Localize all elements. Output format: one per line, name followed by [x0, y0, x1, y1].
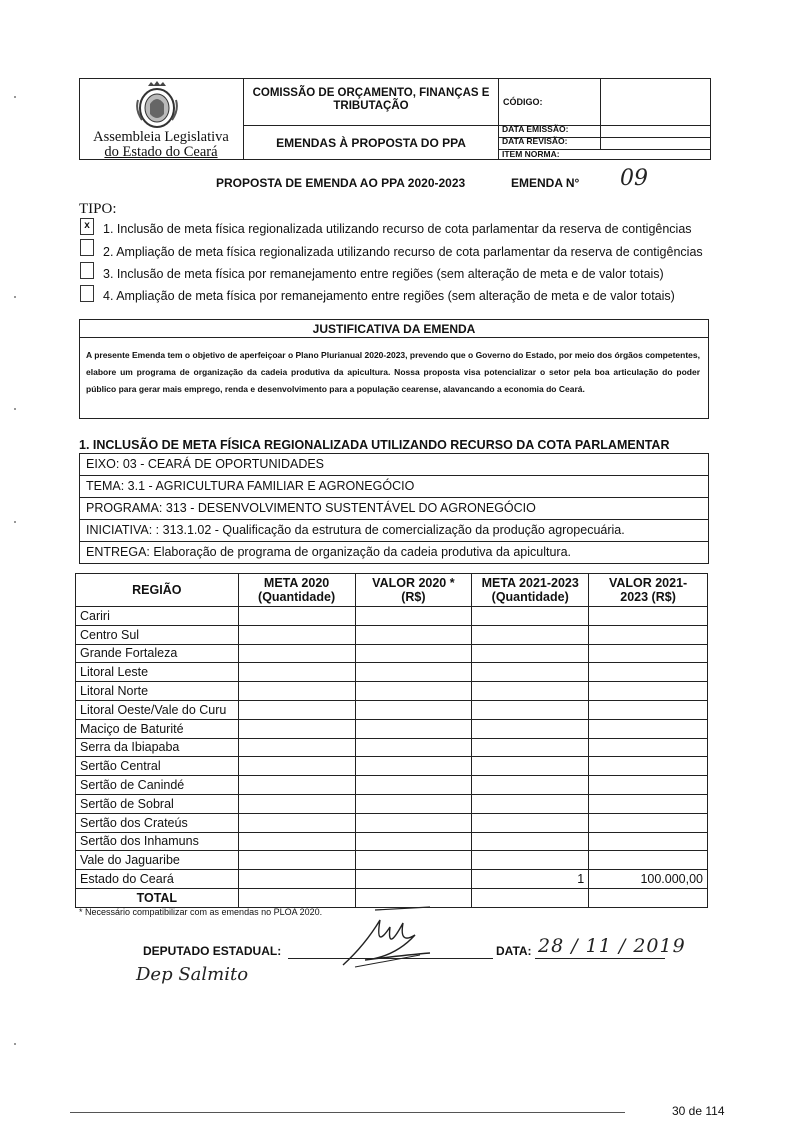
item-norma-label: ITEM NORMA:	[502, 149, 560, 159]
justificativa-box	[79, 319, 709, 419]
valor-2021-2023-cell	[589, 625, 708, 644]
meta-2020-cell	[238, 870, 355, 889]
region-cell: Sertão Central	[76, 757, 239, 776]
tipo-checkbox-2[interactable]	[80, 239, 94, 256]
proposta-title: PROPOSTA DE EMENDA AO PPA 2020-2023	[216, 176, 466, 190]
meta-2021-2023-cell	[472, 738, 589, 757]
valor-2020-cell	[355, 700, 472, 719]
col-meta-2021-2023: META 2021-2023 (Quantidade)	[472, 574, 589, 607]
program-info-box	[79, 453, 709, 564]
table-row	[76, 625, 708, 644]
table-row	[76, 700, 708, 719]
meta-2021-2023-cell	[472, 794, 589, 813]
meta-2021-2023-cell	[472, 644, 589, 663]
region-cell: Serra da Ibiapaba	[76, 738, 239, 757]
col-regiao: REGIÃO	[76, 574, 239, 607]
programa-row: PROGRAMA: 313 - DESENVOLVIMENTO SUSTENTÁVEL DO AGRONEGÓCIO	[80, 498, 708, 520]
meta-2020-cell	[238, 757, 355, 776]
tipo-checkbox-1[interactable]: x	[80, 218, 94, 235]
table-row	[76, 794, 708, 813]
meta-2021-2023-cell	[472, 719, 589, 738]
meta-2021-2023-cell	[472, 682, 589, 701]
valor-2020-cell	[355, 832, 472, 851]
valor-2020-cell	[355, 644, 472, 663]
eixo-row: EIXO: 03 - CEARÁ DE OPORTUNIDADES	[80, 454, 708, 476]
tipo-option-2: 2. Ampliação de meta física regionalizada utilizando recurso de cota parlamentar da reserva de contigências	[103, 245, 703, 259]
deputado-label: DEPUTADO ESTADUAL:	[143, 944, 282, 958]
emenda-number-label: EMENDA N°	[511, 176, 580, 190]
page-number: 30 de 114	[672, 1104, 725, 1118]
entrega-row: ENTREGA: Elaboração de programa de organização da cadeia produtiva da apicultura.	[86, 545, 572, 559]
valor-2021-2023-cell	[589, 663, 708, 682]
meta-2020-cell	[238, 663, 355, 682]
meta-2021-2023-cell	[472, 607, 589, 626]
table-row	[76, 757, 708, 776]
region-cell: Estado do Ceará	[76, 870, 239, 889]
meta-2020-cell	[238, 776, 355, 795]
table-row	[76, 644, 708, 663]
meta-2020-cell	[238, 607, 355, 626]
codigo-label: CÓDIGO:	[503, 97, 543, 107]
tipo-checkbox-4[interactable]	[80, 285, 94, 302]
meta-2021-2023-cell	[472, 757, 589, 776]
region-cell: Litoral Norte	[76, 682, 239, 701]
meta-2021-2023-cell	[472, 663, 589, 682]
scan-dot	[14, 96, 16, 98]
valor-2020-cell	[355, 607, 472, 626]
region-cell: Centro Sul	[76, 625, 239, 644]
table-row	[76, 832, 708, 851]
table-header-row	[76, 574, 708, 607]
tipo-option-1: 1. Inclusão de meta física regionalizada utilizando recurso de cota parlamentar da reserva de contigências	[103, 222, 692, 236]
commission-title: COMISSÃO DE ORÇAMENTO, FINANÇAS E TRIBUTAÇÃO	[252, 87, 490, 112]
meta-2021-2023-cell	[472, 700, 589, 719]
meta-2020-cell	[238, 625, 355, 644]
valor-2021-2023-cell	[589, 757, 708, 776]
meta-2021-2023-cell	[472, 813, 589, 832]
col-valor-2021-2023: VALOR 2021- 2023 (R$)	[589, 574, 708, 607]
region-cell: Litoral Oeste/Vale do Curu	[76, 700, 239, 719]
valor-2020-cell	[355, 719, 472, 738]
tipo-checkbox-3[interactable]	[80, 262, 94, 279]
meta-2020-cell	[238, 719, 355, 738]
document-type: EMENDAS À PROPOSTA DO PPA	[276, 136, 466, 150]
data-line	[535, 958, 665, 959]
table-row	[76, 813, 708, 832]
scan-dot	[14, 408, 16, 410]
meta-2020-cell	[238, 700, 355, 719]
valor-2021-2023-cell	[589, 700, 708, 719]
valor-2020-cell	[355, 794, 472, 813]
valor-2020-cell	[355, 625, 472, 644]
scan-dot	[14, 296, 16, 298]
meta-2020-cell	[238, 794, 355, 813]
meta-2020-cell	[238, 738, 355, 757]
valor-2021-2023-cell	[589, 644, 708, 663]
valor-2020-cell	[355, 738, 472, 757]
valor-2020-cell	[355, 682, 472, 701]
data-revisao-label: DATA REVISÃO:	[502, 136, 568, 146]
valor-2020-cell	[355, 776, 472, 795]
institution-name: Assembleia Legislativa do Estado do Ceará	[93, 129, 229, 160]
meta-2020-cell	[238, 682, 355, 701]
table-row	[76, 870, 708, 889]
valor-2021-2023-cell	[589, 719, 708, 738]
valor-2020-cell	[355, 870, 472, 889]
region-cell: Cariri	[76, 607, 239, 626]
region-cell: Sertão de Canindé	[76, 776, 239, 795]
valor-2021-2023-cell: 100.000,00	[589, 870, 708, 889]
table-row	[76, 719, 708, 738]
meta-2021-2023-cell	[472, 776, 589, 795]
region-cell: Grande Fortaleza	[76, 644, 239, 663]
section-1-title: 1. INCLUSÃO DE META FÍSICA REGIONALIZADA UTILIZANDO RECURSO DA COTA PARLAMENTAR	[79, 438, 670, 452]
meta-2020-cell	[238, 813, 355, 832]
meta-2020-cell	[238, 644, 355, 663]
col-valor-2020: VALOR 2020 * (R$)	[355, 574, 472, 607]
emenda-number-value: 09	[620, 166, 648, 191]
tipo-label: TIPO:	[79, 201, 117, 217]
footer-rule	[70, 1112, 625, 1113]
iniciativa-row: INICIATIVA: : 313.1.02 - Qualificação da estrutura de comercialização da produção agropecuária.	[80, 520, 708, 542]
justificativa-title: JUSTIFICATIVA DA EMENDA	[80, 320, 708, 338]
valor-2021-2023-cell	[589, 851, 708, 870]
table-row	[76, 738, 708, 757]
tipo-option-3: 3. Inclusão de meta física por remanejamento entre regiões (sem alteração de meta e de valor totais)	[103, 267, 664, 281]
valor-2020-cell	[355, 813, 472, 832]
tipo-option-4: 4. Ampliação de meta física por remanejamento entre regiões (sem alteração de meta e de valor totais)	[103, 289, 675, 303]
valor-2021-2023-cell	[589, 832, 708, 851]
meta-2020-cell	[238, 851, 355, 870]
data-label: DATA:	[496, 944, 532, 958]
valor-2020-cell	[355, 663, 472, 682]
table-row	[76, 851, 708, 870]
region-cell: Maciço de Baturité	[76, 719, 239, 738]
meta-2021-2023-cell: 1	[472, 870, 589, 889]
table-row	[76, 607, 708, 626]
region-cell: Sertão de Sobral	[76, 794, 239, 813]
region-cell: Litoral Leste	[76, 663, 239, 682]
handwritten-deputy-name: Dep Salmito	[136, 964, 249, 985]
table-row	[76, 663, 708, 682]
meta-2021-2023-cell	[472, 625, 589, 644]
justificativa-text: A presente Emenda tem o objetivo de aperfeiçoar o Plano Plurianual 2020-2023, prevendo que o Governo do Estado, por meio dos órgãos competentes, elabore um programa de organização da cadeia produtiva da apicultura. Nossa proposta visa potencializar o setor pela boa articulação do poder público para gerar mais emprego, renda e desenvolvimento para a população cearense, alavancando a economia do Ceará.	[86, 350, 700, 394]
data-emissao-label: DATA EMISSÃO:	[502, 124, 569, 134]
coat-of-arms-icon	[134, 80, 180, 130]
scan-dot	[14, 521, 16, 523]
valor-2021-2023-cell	[589, 776, 708, 795]
valor-2021-2023-cell	[589, 813, 708, 832]
col-meta-2020: META 2020 (Quantidade)	[238, 574, 355, 607]
total-label: TOTAL	[76, 888, 239, 907]
valor-2021-2023-cell	[589, 738, 708, 757]
valor-2020-cell	[355, 851, 472, 870]
meta-2020-cell	[238, 832, 355, 851]
signature-scribble	[335, 905, 435, 975]
region-table	[75, 573, 708, 908]
scan-dot	[14, 1043, 16, 1045]
region-cell: Sertão dos Crateús	[76, 813, 239, 832]
valor-2021-2023-cell	[589, 794, 708, 813]
table-row	[76, 776, 708, 795]
valor-2021-2023-cell	[589, 682, 708, 701]
footnote: * Necessário compatibilizar com as emendas no PLOA 2020.	[79, 907, 323, 917]
meta-2021-2023-cell	[472, 832, 589, 851]
region-cell: Sertão dos Inhamuns	[76, 832, 239, 851]
table-row	[76, 682, 708, 701]
meta-2021-2023-cell	[472, 851, 589, 870]
valor-2021-2023-cell	[589, 607, 708, 626]
tema-row: TEMA: 3.1 - AGRICULTURA FAMILIAR E AGRONEGÓCIO	[80, 476, 708, 498]
region-cell: Vale do Jaguaribe	[76, 851, 239, 870]
valor-2020-cell	[355, 757, 472, 776]
data-value: 28 / 11 / 2019	[538, 935, 686, 957]
